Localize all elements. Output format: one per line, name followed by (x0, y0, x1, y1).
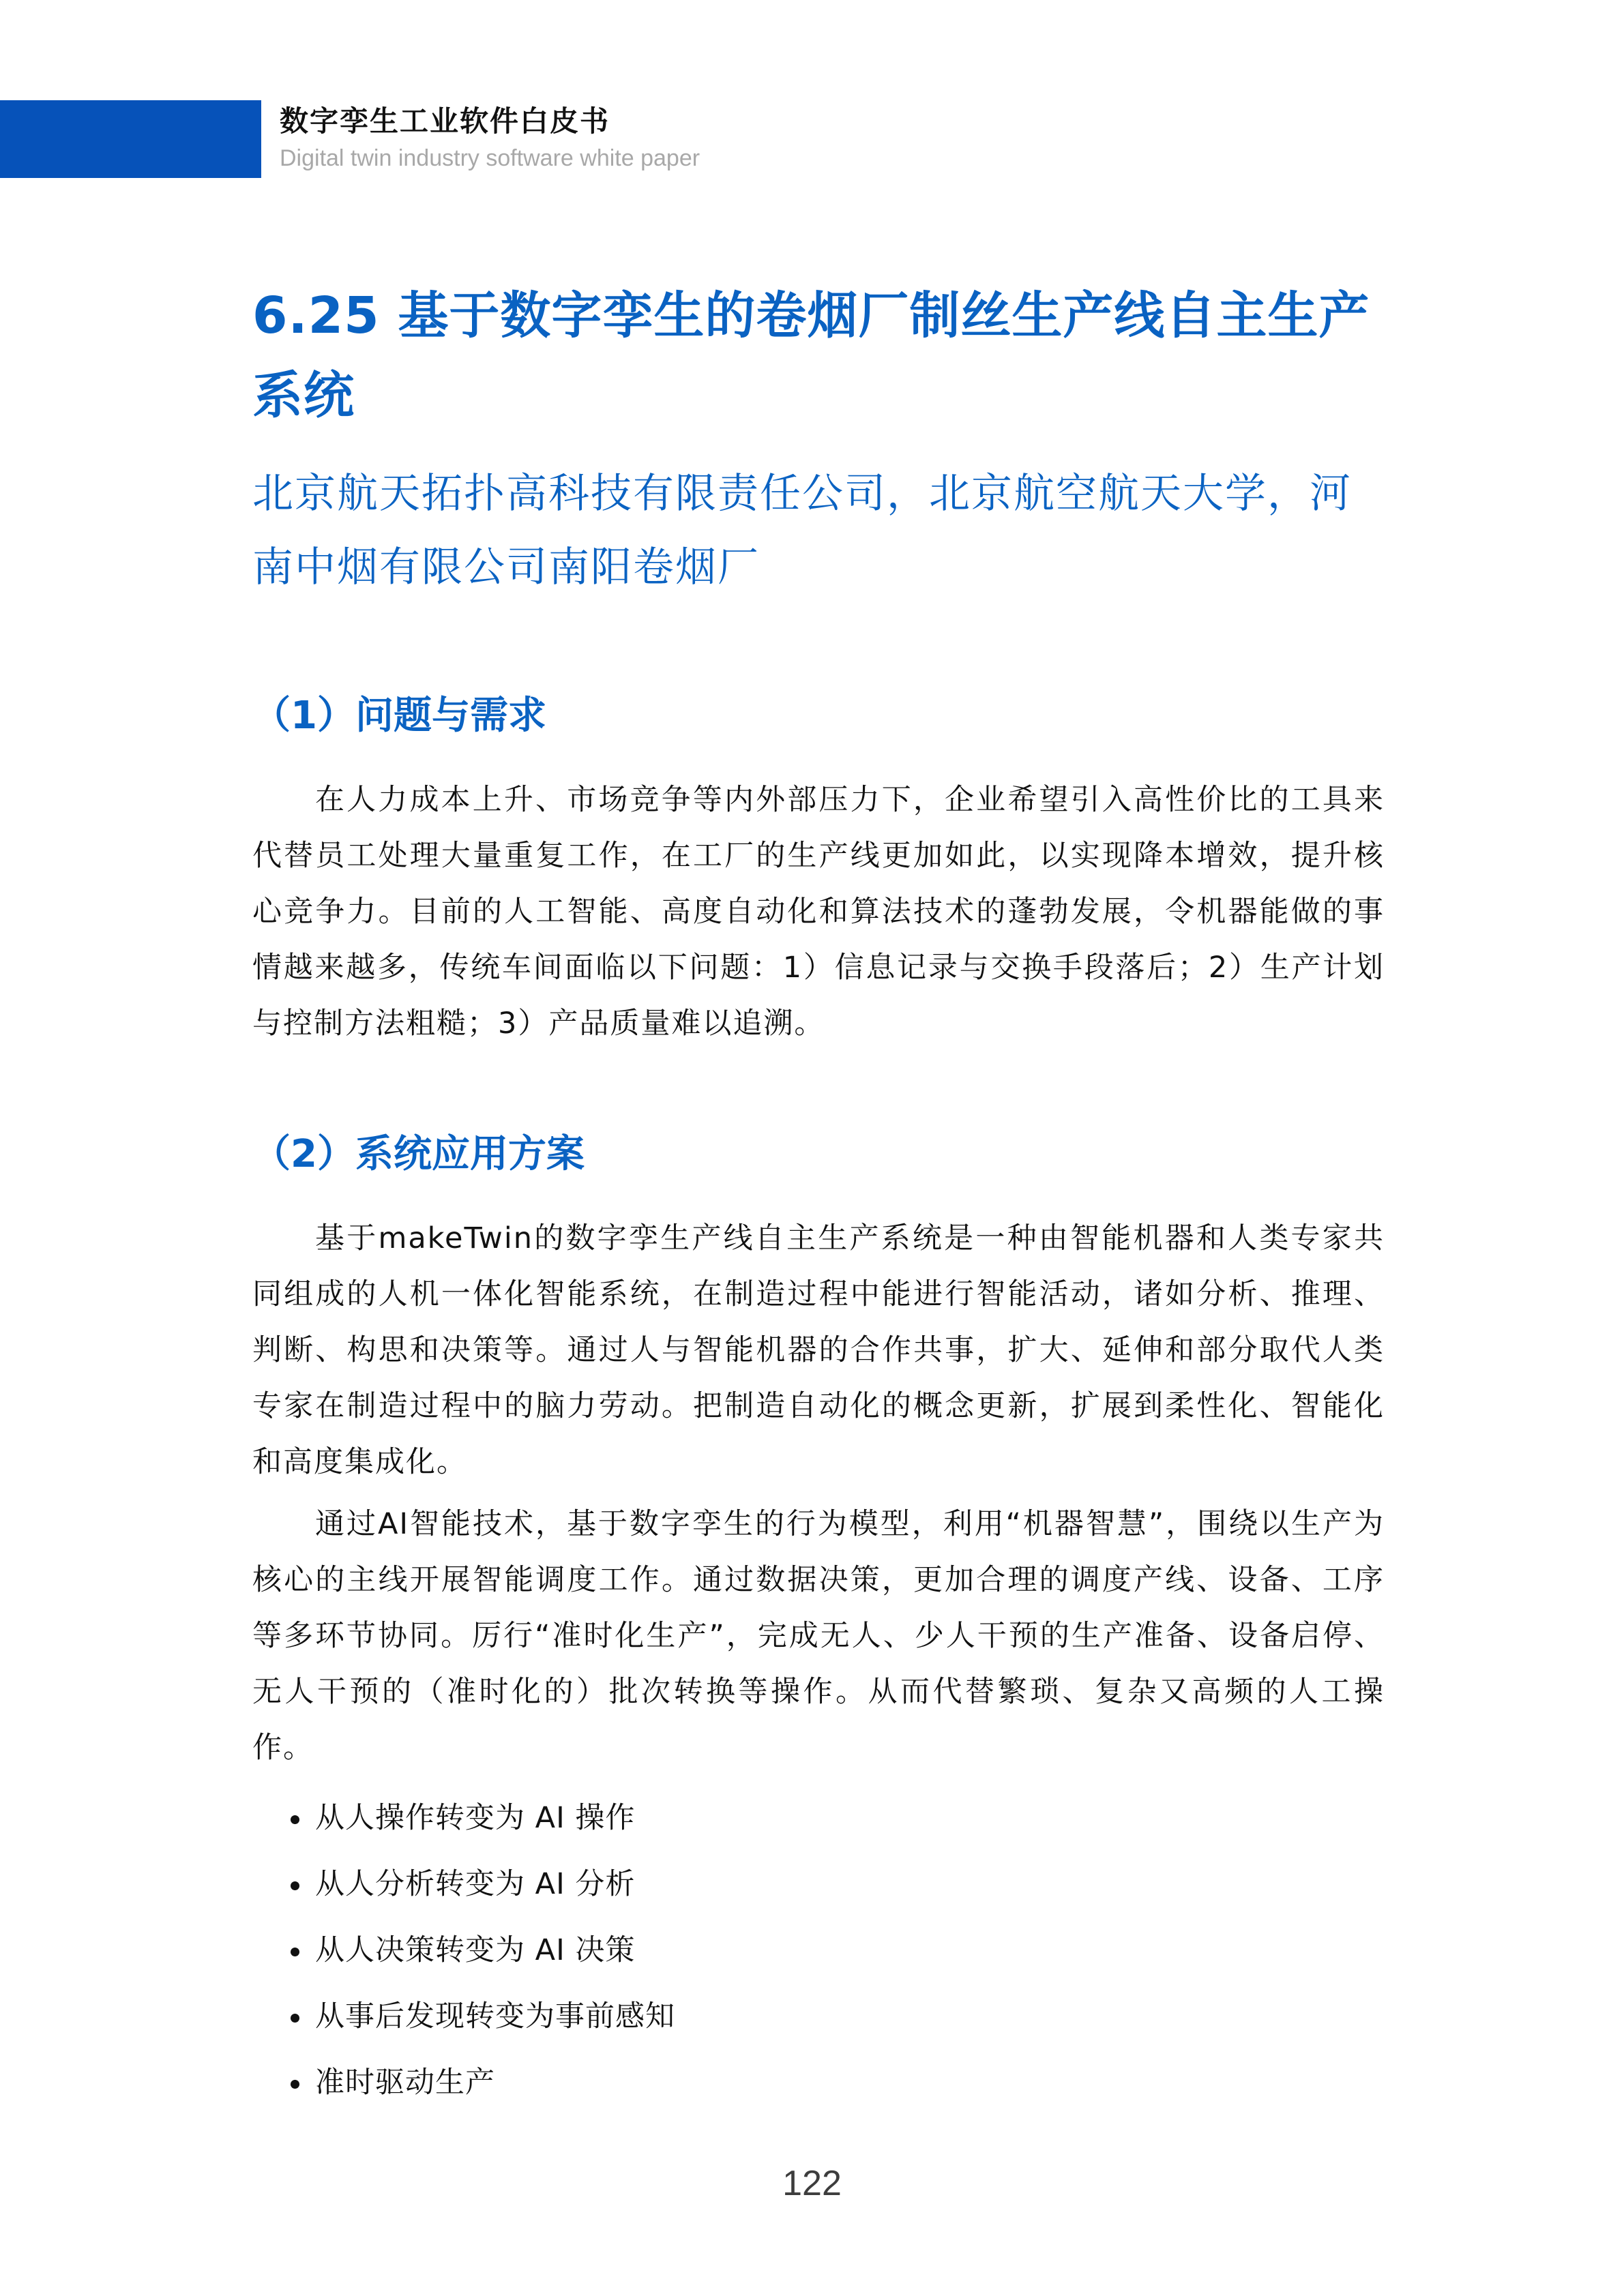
heading-problem-and-demand: （1）问题与需求 (252, 694, 546, 738)
section-title: 6.25 基于数字孪生的卷烟厂制丝生产线自主生产系统 (252, 286, 1370, 425)
list-item-text: 从人分析转变为 AI 分析 (315, 1867, 636, 1901)
bullet-icon (291, 1948, 299, 1956)
list-item (252, 1785, 675, 1851)
list-item (252, 1918, 675, 1984)
bullet-icon (291, 2014, 299, 2023)
section-affiliation: 北京航天拓扑高科技有限责任公司，北京航空航天大学，河南中烟有限公司南阳卷烟厂 (252, 470, 1352, 591)
list-item-text: 从人操作转变为 AI 操作 (315, 1801, 636, 1835)
bullet-icon (291, 1815, 299, 1824)
list-item (252, 2050, 675, 2116)
heading-system-solution: （2）系统应用方案 (252, 1132, 585, 1176)
bullet-icon (291, 2080, 299, 2089)
list-item (252, 1851, 675, 1918)
page-number: 122 (782, 2164, 842, 2203)
list-item-text: 从事后发现转变为事前感知 (315, 1999, 675, 2033)
header-accent-bar (0, 100, 261, 178)
document-title: 数字孪生工业软件白皮书 (280, 104, 610, 138)
list-item (252, 1984, 675, 2050)
list-item-text: 准时驱动生产 (315, 2066, 495, 2100)
paragraph-solution-1: 基于makeTwin的数字孪生产线自主生产系统是一种由智能机器和人类专家共同组成的人机一体化智能系统，在制造过程中能进行智能活动，诸如分析、推理、判断、构思和决策等。通过人与智能机器的合作共事，扩大、延伸和部分取代人类专家在制造过程中的脑力劳动。把制造自动化的概念更新，扩展到柔性化、智能化和高度集成化。 (252, 1221, 1385, 1479)
paragraph-solution-2: 通过AI智能技术，基于数字孪生的行为模型，利用“机器智慧”，围绕以生产为核心的主线开展智能调度工作。通过数据决策，更加合理的调度产线、设备、工序等多环节协同。厉行“准时化生产”，完成无人、少人干预的生产准备、设备启停、无人干预的（准时化的）批次转换等操作。从而代替繁琐、复杂又高频的人工操作。 (252, 1507, 1385, 1765)
list-item-text: 从人决策转变为 AI 决策 (315, 1933, 636, 1967)
feature-list (252, 1785, 675, 2116)
document-subtitle: Digital twin industry software white paper (280, 145, 700, 171)
paragraph-problem: 在人力成本上升、市场竞争等内外部压力下，企业希望引入高性价比的工具来代替员工处理大量重复工作，在工厂的生产线更加如此，以实现降本增效，提升核心竞争力。目前的人工智能、高度自动化和算法技术的蓬勃发展，令机器能做的事情越来越多，传统车间面临以下问题：1）信息记录与交换手段落后；2）生产计划与控制方法粗糙；3）产品质量难以追溯。 (252, 783, 1385, 1041)
bullet-icon (291, 1881, 299, 1890)
